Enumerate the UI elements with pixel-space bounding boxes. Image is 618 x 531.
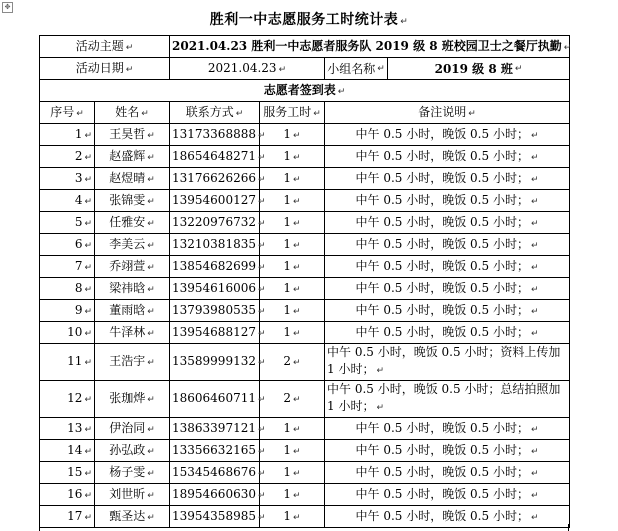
cell-end-mark-icon: ↵	[84, 424, 92, 435]
table-row	[40, 300, 570, 322]
table-row	[40, 462, 570, 484]
cell-end-mark-icon: ↵	[293, 446, 301, 457]
volunteer-name: 梁祎晗 ↵	[95, 278, 170, 300]
volunteer-phone: 13854682699 ↵	[170, 256, 260, 278]
volunteer-phone: 13210381835 ↵	[170, 234, 260, 256]
volunteer-phone: 13954688127 ↵	[170, 322, 260, 344]
volunteer-name: 董雨晗 ↵	[95, 300, 170, 322]
volunteer-name: 赵盛辉 ↵	[95, 146, 170, 168]
cell-end-mark-icon: ↵	[147, 328, 155, 339]
cell-end-mark-icon: ↵	[84, 328, 92, 339]
volunteer-phone: 18954660630 ↵	[170, 484, 260, 506]
cell-end-mark-icon: ↵	[293, 395, 301, 405]
cell-end-mark-icon: ↵	[147, 395, 155, 405]
volunteer-phone: 13220976732 ↵	[170, 212, 260, 234]
document-title	[0, 9, 618, 29]
cell-end-mark-icon: ↵	[293, 306, 301, 317]
remark-note: 中午 0.5 小时，晚饭 0.5 小时； ↵	[325, 278, 570, 300]
row-number: 13 ↵	[40, 418, 95, 440]
remark-note: 中午 0.5 小时，晚饭 0.5 小时； ↵	[325, 322, 570, 344]
volunteer-name: 杨子雯 ↵	[95, 462, 170, 484]
volunteer-phone: 15345468676 ↵	[170, 462, 260, 484]
cell-end-mark-icon: ↵	[147, 306, 155, 317]
cell-end-mark-icon: ↵	[530, 512, 539, 523]
volunteer-name: 孙弘政 ↵	[95, 440, 170, 462]
service-hours: 1 ↵	[260, 440, 325, 462]
column-header-row	[40, 102, 570, 124]
volunteer-name: 张锦雯 ↵	[95, 190, 170, 212]
remark-note: 中午 0.5 小时，晚饭 0.5 小时；总结拍照加 1 小时； ↵	[325, 381, 570, 418]
cell-end-mark-icon: ↵	[257, 328, 266, 339]
cell-end-mark-icon: ↵	[147, 468, 155, 479]
cell-end-mark-icon: ↵	[257, 174, 266, 185]
cell-end-mark-icon: ↵	[147, 490, 155, 501]
service-hours: 1 ↵	[260, 190, 325, 212]
cell-end-mark-icon: ↵	[293, 490, 301, 501]
cell-end-mark-icon: ↵	[293, 284, 301, 295]
service-hours: 1 ↵	[260, 256, 325, 278]
volunteer-name: 牛泽林 ↵	[95, 322, 170, 344]
title-text: 胜利一中志愿服务工时统计表	[209, 12, 399, 28]
cell-end-mark-icon: ↵	[257, 196, 266, 207]
row-number: 3 ↵	[40, 168, 95, 190]
row-number: 17 ↵	[40, 506, 95, 528]
group-value: 2019 级 8 班 ↵	[434, 61, 523, 76]
cell-end-mark-icon: ↵	[84, 490, 92, 501]
table-row	[40, 190, 570, 212]
cell-end-mark-icon: ↵	[257, 468, 266, 479]
cell-end-mark-icon: ↵	[293, 468, 301, 479]
volunteer-name: 刘世昕 ↵	[95, 484, 170, 506]
cell-end-mark-icon: ↵	[257, 358, 266, 368]
volunteer-name: 甄圣达 ↵	[95, 506, 170, 528]
service-hours: 1 ↵	[260, 506, 325, 528]
section-title-row	[40, 80, 570, 102]
volunteer-name: 乔翊萱 ↵	[95, 256, 170, 278]
table-row	[40, 168, 570, 190]
service-hours: 1 ↵	[260, 418, 325, 440]
volunteer-table	[39, 35, 570, 528]
column-header: 序号 ↵	[40, 102, 95, 124]
service-hours: 1 ↵	[260, 168, 325, 190]
row-number: 12 ↵	[40, 381, 95, 418]
remark-note: 中午 0.5 小时，晚饭 0.5 小时； ↵	[325, 212, 570, 234]
row-number: 15 ↵	[40, 462, 95, 484]
cell-end-mark-icon: ↵	[530, 306, 539, 317]
row-number: 11 ↵	[40, 344, 95, 381]
cell-end-mark-icon: ↵	[293, 512, 301, 523]
volunteer-phone: 13954600127 ↵	[170, 190, 260, 212]
column-header: 备注说明 ↵	[325, 102, 570, 124]
volunteer-phone: 13863397121 ↵	[170, 418, 260, 440]
service-hours: 1 ↵	[260, 278, 325, 300]
cell-end-mark-icon: ↵	[147, 446, 155, 457]
service-hours: 1 ↵	[260, 124, 325, 146]
table-row	[40, 440, 570, 462]
cell-end-mark-icon: ↵	[530, 152, 539, 163]
cell-end-mark-icon: ↵	[84, 284, 92, 295]
cell-end-mark-icon: ↵	[376, 403, 384, 413]
cell-end-mark-icon: ↵	[530, 262, 539, 273]
volunteer-name: 任雅安 ↵	[95, 212, 170, 234]
cell-end-mark-icon: ↵	[147, 358, 155, 368]
row-number: 9 ↵	[40, 300, 95, 322]
cell-end-mark-icon: ↵	[147, 262, 155, 273]
cell-end-mark-icon: ↵	[293, 328, 301, 339]
remark-note: 中午 0.5 小时，晚饭 0.5 小时； ↵	[325, 300, 570, 322]
cell-end-mark-icon: ↵	[293, 196, 301, 207]
service-hours: 1 ↵	[260, 212, 325, 234]
cell-end-mark-icon: ↵	[84, 446, 92, 457]
cell-end-mark-icon: ↵	[84, 512, 92, 523]
volunteer-phone: 13793980535 ↵	[170, 300, 260, 322]
volunteer-name: 张珈烨 ↵	[95, 381, 170, 418]
volunteer-phone: 13176626266 ↵	[170, 168, 260, 190]
volunteer-phone: 18606460711 ↵	[170, 381, 260, 418]
cell-end-mark-icon: ↵	[84, 358, 92, 368]
cell-end-mark-icon: ↵	[84, 196, 92, 207]
volunteer-phone: 13589999132 ↵	[170, 344, 260, 381]
cell-end-mark-icon: ↵	[84, 174, 92, 185]
move-handle-icon[interactable]: ✥	[2, 2, 13, 13]
volunteer-name: 李美云 ↵	[95, 234, 170, 256]
table-row	[40, 484, 570, 506]
cell-end-mark-icon: ↵	[530, 174, 539, 185]
service-hours: 1 ↵	[260, 300, 325, 322]
cell-end-mark-icon: ↵	[530, 196, 539, 207]
cell-end-mark-icon: ↵	[147, 174, 155, 185]
volunteer-phone: 13954358985 ↵	[170, 506, 260, 528]
service-hours: 1 ↵	[260, 234, 325, 256]
cell-end-mark-icon: ↵	[530, 328, 539, 339]
volunteer-phone: 18654648271 ↵	[170, 146, 260, 168]
table-row	[40, 212, 570, 234]
volunteer-name: 王浩宇 ↵	[95, 344, 170, 381]
service-hours: 1 ↵	[260, 146, 325, 168]
cell-end-mark-icon: ↵	[257, 262, 266, 273]
cell-end-mark-icon: ↵	[147, 218, 155, 229]
cell-end-mark-icon: ↵	[257, 218, 266, 229]
cell-end-mark-icon: ↵	[293, 358, 301, 368]
cell-end-mark-icon: ↵	[147, 240, 155, 251]
group-label: 小组名称 ↵	[325, 58, 388, 79]
cell-end-mark-icon: ↵	[147, 152, 155, 163]
remark-note: 中午 0.5 小时，晚饭 0.5 小时； ↵	[325, 124, 570, 146]
row-number: 4 ↵	[40, 190, 95, 212]
cell-end-mark-icon: ↵	[84, 218, 92, 229]
remark-note: 中午 0.5 小时，晚饭 0.5 小时； ↵	[325, 506, 570, 528]
service-hours: 1 ↵	[260, 462, 325, 484]
table-row	[40, 146, 570, 168]
cell-end-mark-icon: ↵	[293, 174, 301, 185]
table-row	[40, 381, 570, 418]
service-hours: 1 ↵	[260, 484, 325, 506]
remark-note: 中午 0.5 小时，晚饭 0.5 小时； ↵	[325, 168, 570, 190]
group-cell	[325, 58, 570, 80]
table-row	[40, 344, 570, 381]
date-label: 活动日期 ↵	[40, 58, 170, 80]
column-header: 姓名 ↵	[95, 102, 170, 124]
cell-end-mark-icon: ↵	[257, 512, 266, 523]
service-hours: 2 ↵	[260, 344, 325, 381]
remark-note: 中午 0.5 小时，晚饭 0.5 小时； ↵	[325, 418, 570, 440]
table-row	[40, 256, 570, 278]
cell-end-mark-icon: ↵	[376, 366, 384, 376]
cell-end-mark-icon: ↵	[257, 306, 266, 317]
cell-end-mark-icon: ↵	[530, 130, 539, 141]
cell-end-mark-icon: ↵	[257, 130, 266, 141]
cell-end-mark-icon: ↵	[530, 240, 539, 251]
remark-note: 中午 0.5 小时，晚饭 0.5 小时； ↵	[325, 146, 570, 168]
cell-end-mark-icon: ↵	[293, 424, 301, 435]
remark-note: 中午 0.5 小时，晚饭 0.5 小时；资料上传加 1 小时； ↵	[325, 344, 570, 381]
cell-end-mark-icon: ↵	[257, 424, 266, 435]
row-number: 10 ↵	[40, 322, 95, 344]
volunteer-name: 王昊哲 ↵	[95, 124, 170, 146]
table-continuation	[39, 524, 569, 531]
cell-end-mark-icon: ↵	[257, 395, 266, 405]
cell-end-mark-icon: ↵	[400, 17, 409, 27]
cell-end-mark-icon: ↵	[147, 284, 155, 295]
table-row	[40, 124, 570, 146]
remark-note: 中午 0.5 小时，晚饭 0.5 小时； ↵	[325, 484, 570, 506]
row-number: 8 ↵	[40, 278, 95, 300]
cell-end-mark-icon: ↵	[530, 218, 539, 229]
volunteer-name: 伊治同 ↵	[95, 418, 170, 440]
row-number: 5 ↵	[40, 212, 95, 234]
cell-end-mark-icon: ↵	[84, 240, 92, 251]
remark-note: 中午 0.5 小时，晚饭 0.5 小时； ↵	[325, 234, 570, 256]
cell-end-mark-icon: ↵	[293, 152, 301, 163]
table-row	[40, 322, 570, 344]
cell-end-mark-icon: ↵	[257, 284, 266, 295]
topic-row	[40, 36, 570, 58]
remark-note: 中午 0.5 小时，晚饭 0.5 小时； ↵	[325, 462, 570, 484]
cell-end-mark-icon: ↵	[84, 130, 92, 141]
date-row	[40, 58, 570, 80]
row-number: 1 ↵	[40, 124, 95, 146]
column-header: 联系方式 ↵	[170, 102, 260, 124]
topic-value: 2021.04.23 胜利一中志愿者服务队 2019 级 8 班校园卫士之餐厅执勤 ↵	[170, 36, 570, 58]
cell-end-mark-icon: ↵	[257, 446, 266, 457]
cell-end-mark-icon: ↵	[293, 262, 301, 273]
cell-end-mark-icon: ↵	[147, 424, 155, 435]
cell-end-mark-icon: ↵	[147, 130, 155, 141]
row-number: 14 ↵	[40, 440, 95, 462]
cell-end-mark-icon: ↵	[530, 446, 539, 457]
service-hours: 2 ↵	[260, 381, 325, 418]
cell-end-mark-icon: ↵	[293, 240, 301, 251]
cell-end-mark-icon: ↵	[293, 130, 301, 141]
remark-note: 中午 0.5 小时，晚饭 0.5 小时； ↵	[325, 190, 570, 212]
column-header: 服务工时 ↵	[260, 102, 325, 124]
date-value: 2021.04.23 ↵	[170, 58, 325, 80]
cell-end-mark-icon: ↵	[84, 468, 92, 479]
volunteer-phone: 13356632165 ↵	[170, 440, 260, 462]
row-number: 2 ↵	[40, 146, 95, 168]
cell-end-mark-icon: ↵	[530, 490, 539, 501]
cell-end-mark-icon: ↵	[84, 262, 92, 273]
cell-end-mark-icon: ↵	[147, 196, 155, 207]
cell-end-mark-icon: ↵	[293, 218, 301, 229]
remark-note: 中午 0.5 小时，晚饭 0.5 小时； ↵	[325, 440, 570, 462]
volunteer-phone: 13954616006 ↵	[170, 278, 260, 300]
service-hours: 1 ↵	[260, 322, 325, 344]
row-number: 7 ↵	[40, 256, 95, 278]
row-number: 6 ↵	[40, 234, 95, 256]
cell-end-mark-icon: ↵	[84, 152, 92, 163]
table-row	[40, 278, 570, 300]
cell-end-mark-icon: ↵	[257, 490, 266, 501]
cell-end-mark-icon: ↵	[147, 512, 155, 523]
volunteer-name: 赵煜晴 ↵	[95, 168, 170, 190]
table-row	[40, 418, 570, 440]
row-number: 16 ↵	[40, 484, 95, 506]
cell-end-mark-icon: ↵	[84, 395, 92, 405]
cell-end-mark-icon: ↵	[257, 240, 266, 251]
table-row	[40, 234, 570, 256]
topic-label: 活动主题 ↵	[40, 36, 170, 58]
cell-end-mark-icon: ↵	[530, 468, 539, 479]
remark-note: 中午 0.5 小时，晚饭 0.5 小时； ↵	[325, 256, 570, 278]
cell-end-mark-icon: ↵	[257, 152, 266, 163]
cell-end-mark-icon: ↵	[530, 284, 539, 295]
section-title: 志愿者签到表 ↵	[40, 80, 570, 102]
volunteer-phone: 13173368888 ↵	[170, 124, 260, 146]
cell-end-mark-icon: ↵	[530, 424, 539, 435]
cell-end-mark-icon: ↵	[84, 306, 92, 317]
